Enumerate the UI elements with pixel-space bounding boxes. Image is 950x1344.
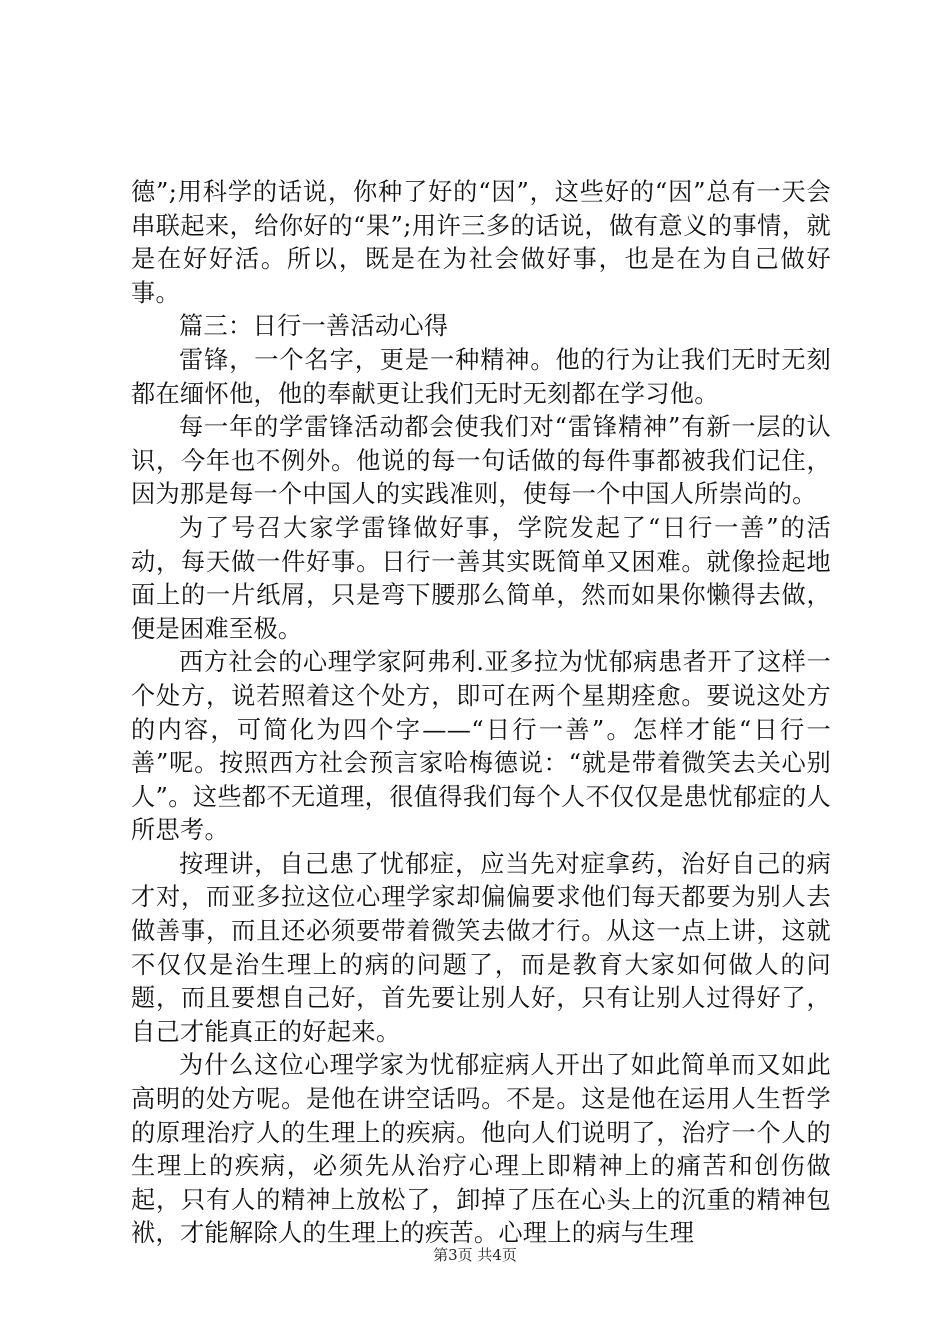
paragraph: 每一年的学雷锋活动都会使我们对“雷锋精神”有新一层的认识，今年也不例外。他说的每一句话做的每件事都被我们记住，因为那是每一个中国人的实践准则，使每一个中国人所崇尚的。 (131, 413, 831, 509)
paragraph: 按理讲，自己患了忧郁症，应当先对症拿药，治好自己的病才对，而亚多拉这位心理学家却偏偏要求他们每天都要为别人去做善事，而且还必须要带着微笑去做才行。从这一点上讲，这就不仅仅是治生理上的病的问题了，而是教育大家如何做人的问题，而且要想自己好，首先要让别人好，只有让别人过得好了，自己才能真正的好起来。 (131, 849, 831, 1046)
document-body (131, 176, 831, 1251)
section-heading: 篇三：日行一善活动心得 (179, 312, 449, 341)
paragraph: 为了号召大家学雷锋做好事，学院发起了“日行一善”的活动，每天做一件好事。日行一善其实既简单又困难。就像捡起地面上的一片纸屑，只是弯下腰那么简单，然而如果你懒得去做，便是困难至极。 (131, 513, 831, 643)
page-number-footer: 第3页 共4页 (433, 1246, 517, 1264)
paragraph: 西方社会的心理学家阿弗利.亚多拉为忧郁病患者开了这样一个处方，说若照着这个处方，即可在两个星期痊愈。要说这处方的内容，可简化为四个字——“日行一善”。怎样才能“日行一善”呢。按照西方社会预言家哈梅德说：“就是带着微笑去关心别人”。这些都不无道理，很值得我们每个人不仅仅是患忧郁症的人所思考。 (131, 648, 831, 845)
paragraph: 雷锋，一个名字，更是一种精神。他的行为让我们无时无刻都在缅怀他，他的奉献更让我们无时无刻都在学习他。 (131, 345, 831, 408)
paragraph: 为什么这位心理学家为忧郁症病人开出了如此简单而又如此高明的处方呢。是他在讲空话吗。不是。这是他在运用人生哲学的原理治疗人的生理上的疾病。他向人们说明了，治疗一个人的生理上的疾病，必须先从治疗心理上即精神上的痛苦和创伤做起，只有人的精神上放松了，卸掉了压在心头上的沉重的精神包袱，才能解除人的生理上的疾苦。心理上的病与生理 (131, 1051, 831, 1248)
paragraph-continuation: 德”;用科学的话说，你种了好的“因”，这些好的“因”总有一天会串联起来，给你好的“果”;用许三多的话说，做有意义的事情，就是在好好活。所以，既是在为社会做好事，也是在为自己做好事。 (131, 178, 831, 307)
